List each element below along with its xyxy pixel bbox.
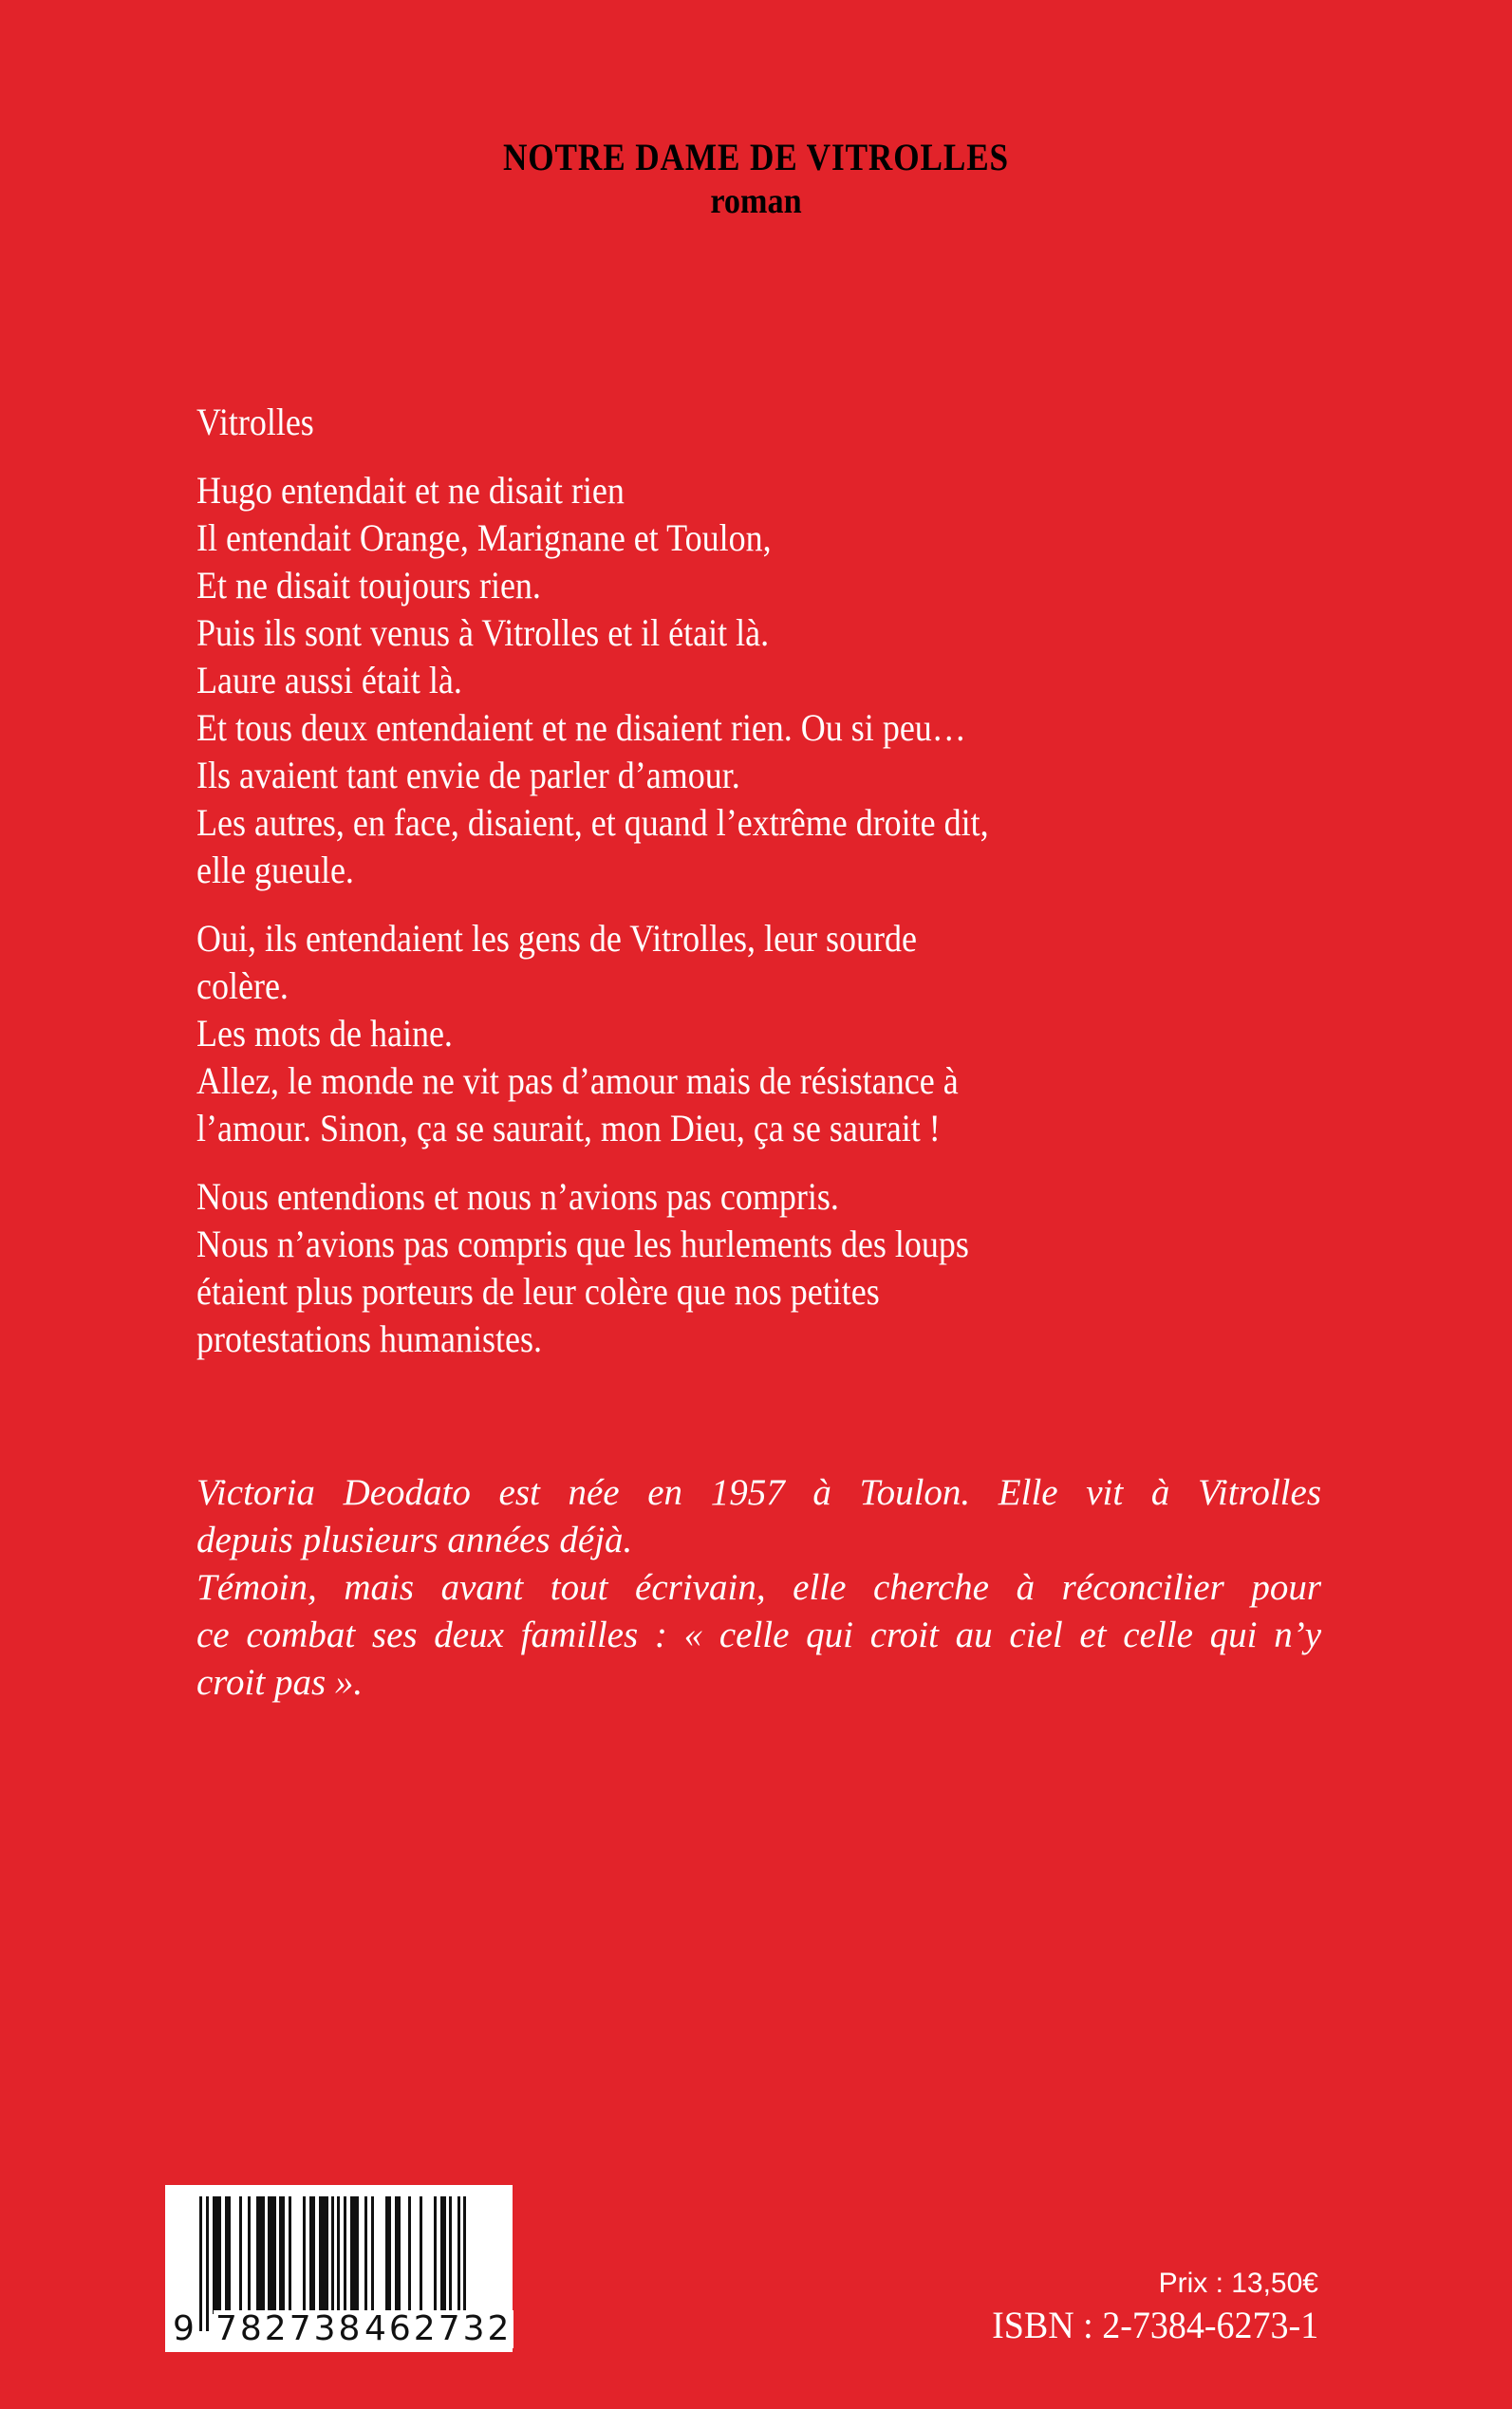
bio-line: croit pas ». [196, 1662, 364, 1703]
text-line: Puis ils sont venus à Vitrolles et il était là. [196, 611, 770, 654]
text-line: protestations humanistes. [196, 1317, 542, 1360]
title-block [0, 135, 1512, 222]
isbn-label: ISBN : 2-7384-6273-1 [991, 2304, 1318, 2346]
bio-line: ce combat ses deux familles : « celle qui croit au ciel et celle qui n’y [196, 1615, 1321, 1655]
text-line: Nous n’avions pas compris que les hurlements des loups [196, 1223, 969, 1265]
text-line: Ils avaient tant envie de parler d’amour. [196, 754, 740, 796]
book-title: NOTRE DAME DE VITROLLES [502, 136, 1010, 178]
author-bio [196, 1469, 1321, 1707]
text-line: étaient plus porteurs de leur colère que nos petites [196, 1270, 880, 1313]
bio-line: depuis plusieurs années déjà. [196, 1520, 633, 1560]
text-line: Allez, le monde ne vit pas d’amour mais de résistance à [196, 1059, 959, 1102]
text-line: Oui, ils entendaient les gens de Vitrolles, leur sourde [196, 917, 918, 960]
text-line: Hugo entendait et ne disait rien [196, 469, 625, 512]
book-subtitle: roman [710, 181, 802, 221]
text-line: l’amour. Sinon, ça se saurait, mon Dieu, ça se saurait ! [196, 1107, 941, 1149]
text-line: elle gueule. [196, 849, 354, 891]
bio-line: Témoin, mais avant tout écrivain, elle cherche à réconcilier pour [196, 1567, 1321, 1608]
excerpt-paragraph-2 [196, 915, 1335, 1152]
text-line: Et tous deux entendaient et ne disaient rien. Ou si peu… [196, 706, 966, 749]
text-line: Laure aussi était là. [196, 659, 462, 701]
text-line: Les autres, en face, disaient, et quand l’extrême droite dit, [196, 801, 989, 844]
text-line: Il entendait Orange, Marignane et Toulon, [196, 516, 772, 559]
excerpt-paragraph-1 [196, 467, 1335, 894]
barcode: 9 782738 462732 [165, 2185, 513, 2352]
text-line: Et ne disait toujours rien. [196, 564, 541, 607]
text-line: Nous entendions et nous n’avions pas compris. [196, 1175, 839, 1218]
excerpt-heading: Vitrolles [196, 401, 314, 443]
price-label: Prix : 13,50€ [1158, 2268, 1318, 2299]
excerpt [196, 399, 1335, 1384]
text-line: Les mots de haine. [196, 1012, 453, 1055]
bio-line: Victoria Deodato est née en 1957 à Toulon. Elle vit à Vitrolles [196, 1472, 1321, 1513]
text-line: colère. [196, 964, 289, 1007]
excerpt-paragraph-3 [196, 1173, 1335, 1363]
